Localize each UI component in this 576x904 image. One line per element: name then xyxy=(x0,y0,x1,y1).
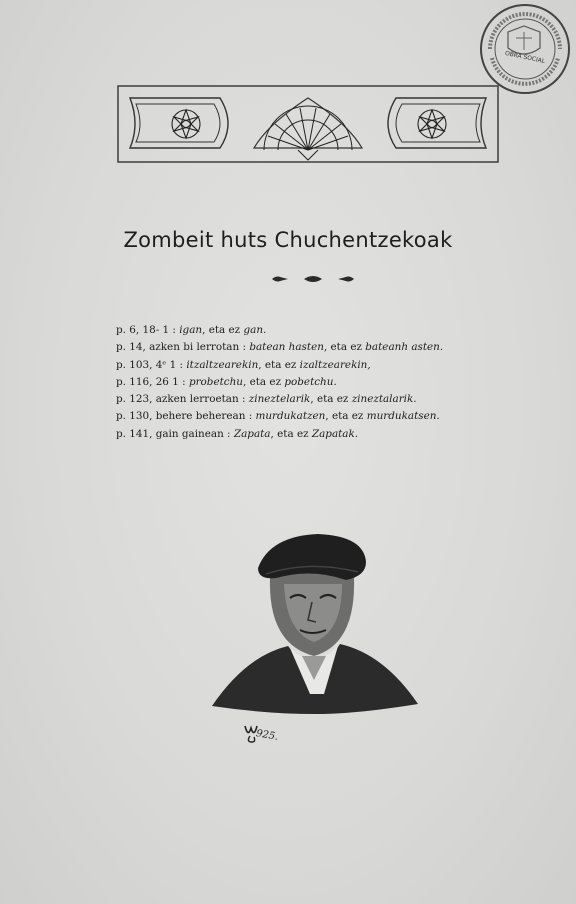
title-divider xyxy=(268,272,358,286)
errata-line: p. 14, azken bi lerrotan : batean hasten, eta ez bateanh asten. xyxy=(116,341,444,354)
stamp-seal-icon xyxy=(478,2,572,96)
errata-line: p. 123, azken lerroetan : zineztelarik, eta ez zineztalarik. xyxy=(116,393,417,406)
ornament-band-icon xyxy=(116,84,500,164)
artist-signature xyxy=(242,722,286,748)
man-with-beret-portrait-icon xyxy=(206,528,422,718)
errata-line: p. 103, 4ᵉ 1 : itzaltzearekin, eta ez izaltzearekin, xyxy=(116,358,371,371)
errata-line: p. 141, gain gainean : Zapata, eta ez Zapatak. xyxy=(116,427,359,440)
errata-list xyxy=(116,322,516,443)
header-ornament xyxy=(116,84,500,164)
errata-line: p. 130, behere beherean : murdukatzen, eta ez murdukatsen. xyxy=(116,410,440,423)
stamp-label: OBRA SOCIAL xyxy=(504,49,546,66)
errata-line: p. 6, 18- 1 : igan, eta ez gan. xyxy=(116,324,267,336)
page-title: Zombeit huts Chuchentzekoak xyxy=(123,228,453,252)
signature-year: 925. xyxy=(255,728,280,743)
library-stamp xyxy=(478,2,572,96)
errata-line: p. 116, 26 1 : probetchu, eta ez pobetchu. xyxy=(116,375,337,388)
fleuron-divider-icon xyxy=(268,272,358,286)
portrait-illustration xyxy=(206,528,422,718)
